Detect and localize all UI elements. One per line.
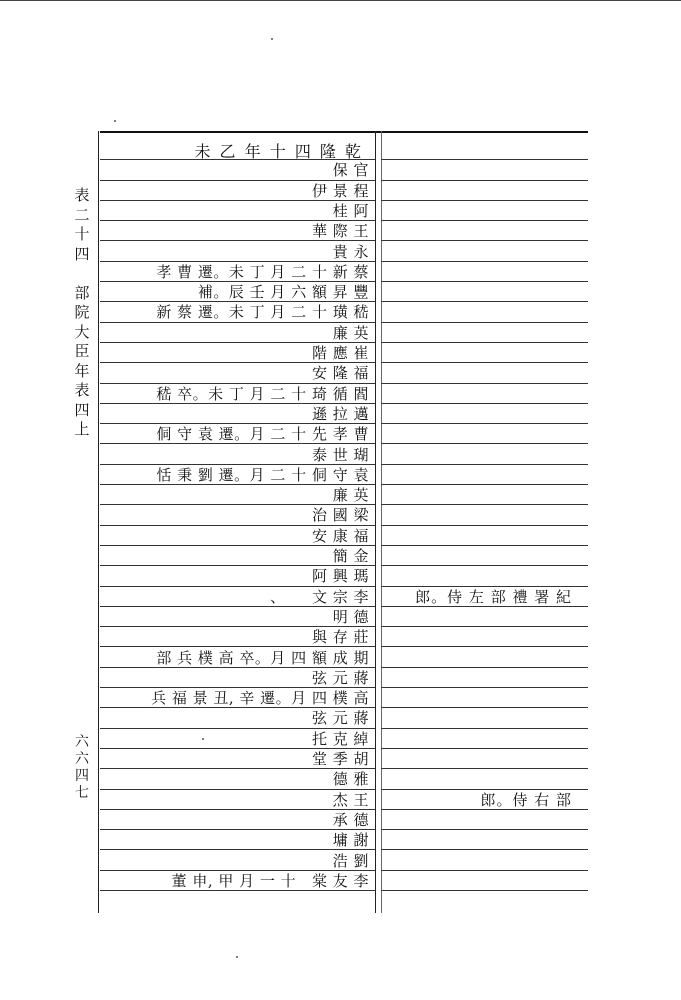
right-table-row: [381, 384, 588, 404]
table-row: [100, 465, 375, 485]
table-row: [100, 181, 375, 201]
row-text: 補。辰 壬 月 六 額 昇 豐: [197, 283, 369, 302]
right-table-row: [381, 627, 588, 647]
row-text: 德 雅: [332, 770, 369, 789]
column-divider: [375, 131, 376, 913]
side-title-char: 院: [74, 303, 90, 321]
right-table-row: [381, 790, 588, 810]
side-title-char: 上: [74, 420, 90, 438]
row-text: 伊 景 程: [311, 181, 369, 200]
right-table-row: [381, 302, 588, 322]
row-text: 杰 王: [332, 790, 369, 809]
table-row: [100, 546, 375, 566]
table-row: [100, 242, 375, 262]
row-text: 恬 秉 劉 遷。月 二 十 侗 守 袁: [156, 465, 369, 484]
table-row: [100, 323, 375, 343]
scan-speck: [236, 956, 238, 958]
right-table-row: [381, 668, 588, 688]
row-text: 安 隆 福: [311, 364, 369, 383]
table-row: [100, 505, 375, 525]
right-table-row: [381, 648, 588, 668]
right-table-row: [381, 404, 588, 424]
scan-speck: [271, 38, 273, 40]
page-number-char: 六: [75, 751, 89, 767]
row-text: 堂 季 胡: [311, 750, 369, 768]
row-text: 阿 興 瑪: [311, 567, 369, 586]
side-title-char: 臣: [74, 342, 90, 360]
side-title-char: 四: [74, 400, 90, 419]
right-table-row: [381, 546, 588, 566]
row-text: 明 德: [332, 607, 369, 626]
right-table-row: [381, 343, 588, 363]
row-text: 治 國 梁: [311, 506, 369, 525]
row-text: 廉 英: [332, 323, 369, 342]
page-number-char: 七: [75, 785, 89, 801]
row-text: 桂 阿: [332, 201, 369, 220]
right-table-row: [381, 810, 588, 830]
side-title-char: 二: [74, 205, 90, 224]
table-row: [100, 790, 375, 810]
row-text: 侗 守 袁 遷。月 二 十 先 孝 曹: [156, 425, 369, 444]
table-row: [100, 404, 375, 424]
page-number-char: 四: [75, 768, 89, 784]
table-row: [100, 282, 375, 302]
right-table-row: [381, 708, 588, 728]
right-table-row: [381, 201, 588, 221]
row-text: 簡 金: [332, 547, 369, 565]
table-row: [100, 688, 375, 708]
row-text: 新 蔡 遷。未 丁 月 二 十 璜 嵇: [156, 303, 369, 322]
table-row: [100, 424, 375, 444]
scan-speck: [202, 738, 204, 740]
page-number: [70, 734, 94, 802]
table-row: [100, 384, 375, 404]
right-table-row: [381, 505, 588, 525]
side-title-char: 大: [74, 322, 90, 341]
row-text: 墉 謝: [332, 831, 369, 850]
table-row: [100, 566, 375, 586]
table-row: [100, 343, 375, 363]
row-text: 、 文 宗 李: [270, 587, 369, 606]
row-text: 承 德: [332, 810, 369, 829]
table-row: [100, 221, 375, 241]
right-table-row: [381, 729, 588, 749]
side-title-char: 十: [74, 225, 90, 243]
side-title-gap: [70, 264, 94, 284]
row-text: 孝 曹 遷。未 丁 月 二 十 新 蔡: [156, 262, 369, 281]
right-table-row: [381, 587, 588, 607]
table-row: [100, 262, 375, 282]
right-table-row: [381, 851, 588, 871]
table-row: [100, 587, 375, 607]
row-text: 托 克 綽: [311, 729, 369, 748]
table-row: [100, 160, 375, 180]
side-title-char: 表: [74, 186, 90, 204]
right-table-row: [381, 282, 588, 302]
right-table-row: [381, 465, 588, 485]
row-text: 遜 拉 邁: [311, 404, 369, 423]
row-text: 華 際 王: [311, 222, 369, 241]
row-text: 未 乙 年 十 四 隆 乾: [194, 142, 363, 161]
right-table-row: [381, 485, 588, 505]
row-text: 弦 元 蔣: [311, 668, 369, 687]
table-top-rule: [100, 131, 588, 133]
row-text: 弦 元 蔣: [311, 709, 369, 728]
scan-speck: [114, 120, 116, 122]
row-text: 部 兵 樸 高 卒。月 四 額 成 期: [156, 648, 369, 667]
table-row: [100, 830, 375, 850]
table-row: [100, 851, 375, 871]
right-table-row: [381, 424, 588, 444]
table-row: [100, 749, 375, 769]
table-row: [100, 708, 375, 728]
table-left-rule: [98, 131, 99, 913]
row-text: 貴 永: [332, 242, 369, 261]
right-row-text: 郎。侍 左 部 禮 署 紀: [415, 587, 572, 606]
right-table-row: [381, 140, 588, 160]
table-row: [100, 871, 375, 891]
row-text: 安 康 福: [311, 526, 369, 545]
right-table-row: [381, 323, 588, 343]
side-title: [70, 186, 94, 440]
row-text: 兵 福 景 丑, 辛 遷。月 四 樸 高: [151, 689, 369, 708]
table-row: [100, 648, 375, 668]
right-table-row: [381, 769, 588, 789]
table-row: [100, 526, 375, 546]
right-table-row: [381, 749, 588, 769]
row-text: 嵇 卒。未 丁 月 二 十 琦 循 閻: [156, 384, 369, 403]
page-number-char: 六: [75, 734, 89, 750]
table-header-row: [100, 140, 375, 160]
right-table-row: [381, 526, 588, 546]
side-title-char: 部: [74, 283, 90, 302]
table-row: [100, 607, 375, 627]
right-table-row: [381, 242, 588, 262]
right-row-text: 郎。侍 右 部: [480, 790, 572, 809]
table-row: [100, 302, 375, 322]
right-table-row: [381, 688, 588, 708]
right-table-row: [381, 181, 588, 201]
page-top-border: [0, 0, 681, 1]
row-text: 廉 英: [332, 486, 369, 505]
right-table-row: [381, 830, 588, 850]
table-row: [100, 769, 375, 789]
row-text: 與 存 莊: [311, 628, 369, 647]
table-row: [100, 668, 375, 688]
row-text: 階 應 崔: [311, 344, 369, 362]
side-title-char: 表: [74, 381, 90, 399]
row-text: 浩 劉: [332, 851, 369, 870]
table-row: [100, 363, 375, 383]
right-table-row: [381, 445, 588, 465]
table-row: [100, 485, 375, 505]
row-text: 保 官: [332, 161, 369, 180]
row-text: 泰 世 瑚: [311, 445, 369, 464]
table-row: [100, 627, 375, 647]
table-row: [100, 729, 375, 749]
table-row: [100, 445, 375, 465]
table-row: [100, 201, 375, 221]
right-table-row: [381, 221, 588, 241]
right-table-row: [381, 363, 588, 383]
right-table-row: [381, 566, 588, 586]
right-table-row: [381, 871, 588, 891]
side-title-char: 年: [74, 361, 90, 380]
right-table-row: [381, 160, 588, 180]
side-title-char: 四: [74, 244, 90, 263]
row-text: 董 申, 甲 月 一 十 棠 友 李: [171, 871, 369, 890]
table-row: [100, 810, 375, 830]
right-table-row: [381, 262, 588, 282]
right-table-row: [381, 607, 588, 627]
